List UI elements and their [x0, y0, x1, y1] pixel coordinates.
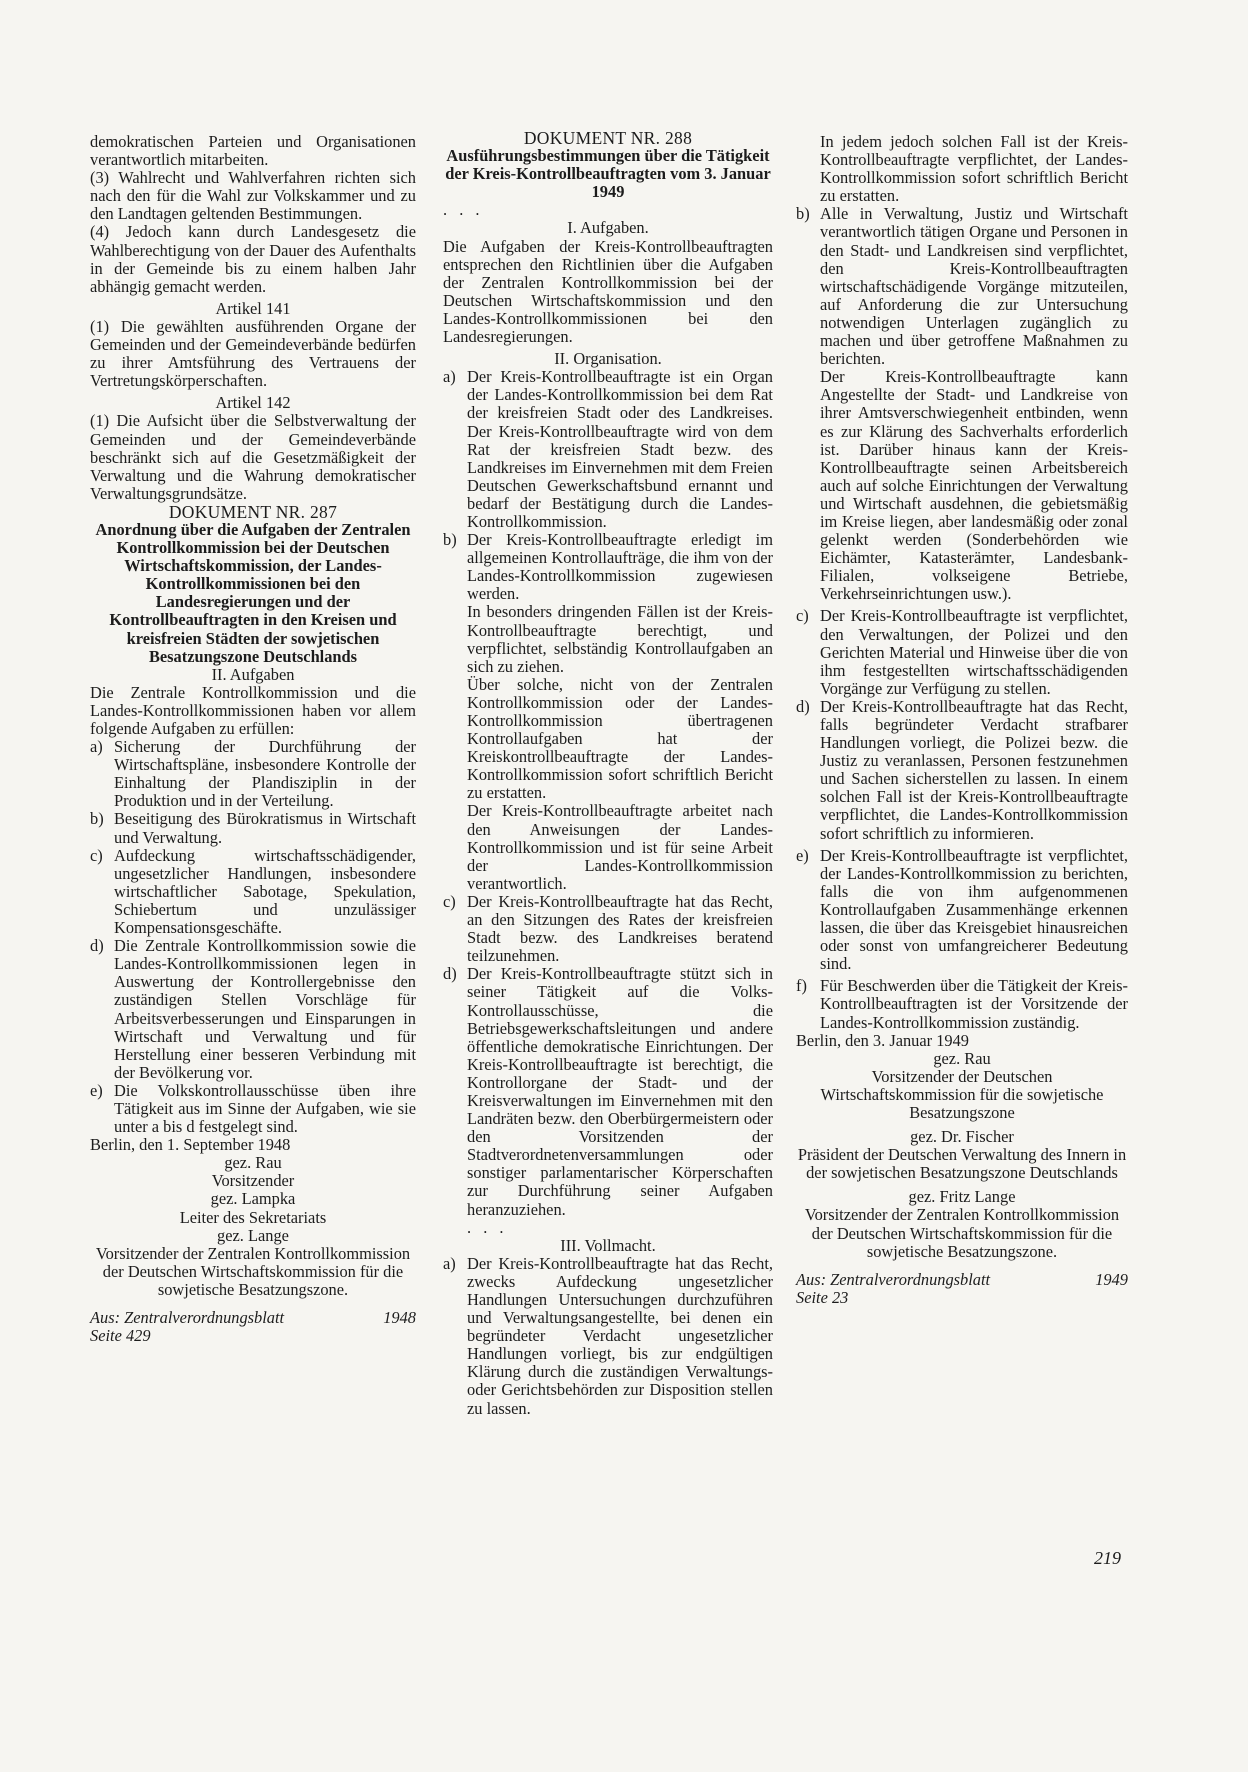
signature: gez. Lange	[217, 1225, 289, 1245]
item-text: Sicherung der Durchführung der Wirtschaftspläne, insbesondere Kontrolle der Einhaltung der Plandisziplin in der Produktion und in der Verteilung.	[114, 737, 416, 811]
document-title-287: Anordnung über die Aufgaben der Zentralen Kontrollkommission bei der Deutschen Wirtschaftskommission, der Landes-Kontrollkommissionen bei den Landesregierungen und der Kontrollbeauftragten in den Kreisen und kreisfreien Städten der sowjetischen Besatzungszone Deutschlands	[95, 519, 411, 666]
item-label: c)	[90, 845, 103, 865]
section-heading: II. Aufgaben	[211, 664, 295, 684]
item-text: Der Kreis-Kontrollbeauftragte ist verpflichtet, den Verwaltungen, der Polizei und den Gerichten Material und Hinweise über die von ihm festgestellten wirtschaftsschädigenden Vorgänge zur Verfügung zu stellen.	[820, 606, 1128, 698]
source-page: Seite 23	[796, 1287, 849, 1307]
item-text: Der Kreis-Kontrollbeauftragte hat das Recht, zwecks Aufdeckung ungesetzlicher Handlungen Untersuchungen durchzuführen und Verwaltungsangestellte, bei denen ein begründeter Verdacht ungesetzlicher Handlungen vorliegt, bis zur endgültigen Klärung durch die zuständigen Verwaltungs- oder Gerichtsbehörden zur Disposition stellen zu lassen.	[467, 1253, 773, 1418]
item-text: Die Zentrale Kontrollkommission sowie die Landes-Kontrollkommissionen legen in Auswertung der Kontrollergebnisse den zuständigen Stellen Vorschläge für Arbeitsverbesserungen und Einsparungen in Wirtschaft und Verwaltung und für Herstellung einer besseren Verbindung mit der Bevölkerung vor.	[114, 936, 416, 1082]
item-text: Der Kreis-Kontrollbeauftragte hat das Recht, an den Sitzungen des Rates der kreisfreien Stadt bezw. des Landkreises beratend teilzunehmen.	[467, 891, 773, 966]
paragraph: demokratischen Parteien und Organisationen verantwortlich mitarbeiten.	[90, 132, 416, 170]
item-text: Über solche, nicht von der Zentralen Kontrollkommission oder der Landes-Kontrollkommission übertragenen Kontrollaufgaben hat der Kreiskontrollbeauftragte der Landes-Kontrollkommission sofort schriftlich Bericht zu erstatten.	[467, 674, 773, 803]
item-text: Der Kreis-Kontrollbeauftragte ist verpflichtet, der Landes-Kontrollkommission zu berichten, falls die von ihm aufgenommenen Kontrollaufgaben Zusammenhänge erkennen lassen, die über das Kreisgebiet hinausreichen oder sonst von umfangreicherer Bedeutung sind.	[820, 845, 1128, 974]
signature-role: Vorsitzender der Zentralen Kontrollkommission der Deutschen Wirtschaftskommission für die sowjetische Besatzungszone.	[804, 1205, 1120, 1261]
document-heading-288: DOKUMENT NR. 288	[523, 128, 693, 148]
source-line	[90, 1309, 416, 1327]
source-page: Seite 429	[90, 1326, 151, 1346]
paragraph: (3) Wahlrecht und Wahlverfahren richten sich nach den für die Wahl zur Volkskammer und zu den Landtagen geltenden Bestimmungen.	[90, 168, 416, 224]
list-item	[443, 893, 773, 965]
list-item	[796, 847, 1128, 974]
item-text: In besonders dringenden Fällen ist der Kreis-Kontrollbeauftragte berechtigt, und verpflichtet, selbständig Kontrollaufgaben an sich zu ziehen.	[467, 602, 773, 676]
source-line	[796, 1271, 1128, 1289]
place-date: Berlin, den 1. September 1948	[90, 1135, 291, 1155]
item-text: Der Kreis-Kontrollbeauftragte ist ein Organ der Landes-Kontrollkommission bei dem Rat der kreisfreien Stadt oder des Landkreises. Der Kreis-Kontrollbeauftragte wird von dem Rat der kreisfreien Stadt bezw. des Landkreises im Einvernehmen mit dem Freien Deutschen Gewerkschaftsbund ernannt und bedarf der Bestätigung durch die Landes-Kontrollkommission.	[467, 367, 773, 531]
source-label: Aus: Zentralverordnungsblatt	[796, 1269, 991, 1289]
item-label: a)	[90, 737, 103, 757]
item-text: Aufdeckung wirtschaftsschädigender, ungesetzlicher Handlungen, insbesondere wirtschaftlicher Sabotage, Spekulation, Schiebertum und unzulässiger Kompensationsgeschäfte.	[114, 845, 416, 938]
list-item	[443, 368, 773, 531]
signature-role: Vorsitzender	[211, 1171, 295, 1191]
list-item	[90, 937, 416, 1082]
item-text: In jedem jedoch solchen Fall ist der Kreis-Kontrollbeauftragte verpflichtet, der Landes-Kontrollkommission sofort schriftlich Bericht zu erstatten.	[820, 132, 1128, 206]
paragraph: (1) Die gewählten ausführenden Organe der Gemeinden und der Gemeindeverbände bedürfen zu ihrer Amtsführung des Vertrauens der Vertretungskörperschaften.	[90, 316, 416, 391]
list-item	[443, 1255, 773, 1418]
signature-role: Leiter des Sekretariats	[179, 1207, 327, 1227]
paragraph: Die Aufgaben der Kreis-Kontrollbeauftragten entsprechen den Richtlinien über die Aufgaben der Zentralen Kontrollkommission bei der Deutschen Wirtschaftskommission und den Landes-Kontrollkommissionen bei den Landesregierungen.	[443, 236, 773, 347]
item-label: b)	[90, 809, 104, 829]
document-heading-287: DOKUMENT NR. 287	[168, 501, 338, 522]
article-heading-141: Artikel 141	[215, 298, 291, 318]
section-heading: II. Organisation.	[554, 349, 662, 369]
paragraph: (4) Jedoch kann durch Landesgesetz die Wahlberechtigung von der Dauer des Aufenthalts in der Gemeinde bis zu einem halben Jahr abhängig gemacht werden.	[90, 222, 416, 296]
item-label: d)	[796, 696, 810, 716]
signature: gez. Lampka	[210, 1189, 296, 1209]
item-label: e)	[796, 845, 809, 865]
list-item	[90, 810, 416, 846]
item-text: Beseitigung des Bürokratismus in Wirtschaft und Verwaltung.	[114, 809, 416, 847]
item-label: b)	[443, 530, 457, 550]
section-heading: III. Vollmacht.	[560, 1235, 656, 1255]
column-middle	[443, 128, 773, 1418]
item-text: Die Volkskontrollausschüsse üben ihre Tätigkeit aus im Sinne der Aufgaben, wie sie unter a bis d festgelegt sind.	[114, 1080, 416, 1137]
signature: gez. Rau	[933, 1048, 991, 1068]
list-item-continuation	[443, 603, 773, 675]
page-number: 219	[1094, 1548, 1121, 1568]
signature-role: Vorsitzender der Zentralen Kontrollkommission der Deutschen Wirtschaftskommission für die sowjetische Besatzungszone.	[95, 1243, 411, 1299]
column-left	[90, 133, 416, 1345]
source-year: 1949	[1095, 1269, 1128, 1289]
item-text: Der Kreis-Kontrollbeauftragte erledigt im allgemeinen Kontrollaufträge, die ihm von der Landes-Kontrollkommission zugewiesen werden.	[467, 530, 773, 604]
list-item	[443, 531, 773, 603]
item-label: a)	[443, 367, 456, 387]
item-label: c)	[443, 891, 456, 911]
list-item	[796, 698, 1128, 843]
column-right	[796, 133, 1128, 1307]
list-item	[90, 1082, 416, 1136]
list-item	[796, 977, 1128, 1031]
item-text: Alle in Verwaltung, Justiz und Wirtschaft verantwortlich tätigen Organe und Personen in den Stadt- und Landkreisen sind verpflichtet, den Kreis-Kontrollbeauftragten wirtschaftschädigende Vorgänge mitzuteilen, auf Anforderung die zur Untersuchung notwendigen Unterlagen zugänglich zu machen und über getroffene Maßnahmen zu berichten.	[820, 204, 1128, 369]
item-text: Der Kreis-Kontrollbeauftragte arbeitet nach den Anweisungen der Landes-Kontrollkommission und ist für seine Arbeit der Landes-Kontrollkommission verantwortlich.	[467, 801, 773, 893]
item-label: d)	[443, 964, 457, 984]
list-item-continuation	[443, 802, 773, 892]
item-text: Der Kreis-Kontrollbeauftragte kann Angestellte der Stadt- und Landkreise von ihrer Amtsverschwiegenheit entbinden, wenn es zur Klärung des Sachverhalts erforderlich ist. Darüber hinaus kann der Kreis-Kontrollbeauftragte seinen Arbeitsbereich auch auf solche Einrichtungen der Verwaltung und Wirtschaft ausdehnen, die gebietsmäßig im Kreise liegen, aber landesmäßig oder zonal gelenkt werden (Sonderbehörden wie Eichämter, Katasterämter, Landesbank-Filialen, volkseigene Betriebe, Verkehrseinrichtungen usw.).	[820, 367, 1128, 604]
signature-role: Vorsitzender der Deutschen Wirtschaftskommission für die sowjetische Besatzungszone	[820, 1066, 1104, 1122]
section-heading: I. Aufgaben.	[567, 218, 649, 238]
item-label: b)	[796, 204, 810, 224]
place-date: Berlin, den 3. Januar 1949	[796, 1030, 969, 1050]
item-text: Der Kreis-Kontrollbeauftragte stützt sich in seiner Tätigkeit auf die Volks-Kontrollausschüsse, die Betriebsgewerkschaftsleitungen und andere öffentliche demokratische Einrichtungen. Der Kreis-Kontrollbeauftragte ist berechtigt, die Kontrollorgane der Stadt- und der Kreisverwaltungen im Einvernehmen mit den Landräten bezw. den Oberbürgermeistern oder den Vorsitzenden der Stadtverordnetenversammlungen oder sonstiger parlamentarischer Körperschaften zur Durchführung seiner Aufgaben heranzuziehen.	[467, 964, 773, 1219]
item-label: d)	[90, 936, 104, 956]
item-label: c)	[796, 606, 809, 626]
list-item	[796, 607, 1128, 697]
article-heading-142: Artikel 142	[215, 393, 291, 413]
signature: gez. Dr. Fischer	[910, 1127, 1014, 1147]
item-label: e)	[90, 1080, 103, 1100]
list-item-continuation	[796, 133, 1128, 205]
ellipsis: . . .	[467, 1217, 508, 1237]
signature: gez. Rau	[224, 1153, 282, 1173]
item-text: Für Beschwerden über die Tätigkeit der Kreis-Kontrollbeauftragten ist der Vorsitzende der Landes-Kontrollkommission zuständig.	[820, 976, 1128, 1032]
list-item	[443, 965, 773, 1218]
list-item-continuation	[796, 368, 1128, 603]
paragraph: (1) Die Aufsicht über die Selbstverwaltung der Gemeinden und der Gemeindeverbände beschränkt sich auf die Gesetzmäßigkeit der Verwaltung und die Wahrung demokratischer Verwaltungsgrundsätze.	[90, 411, 416, 503]
list-item	[90, 847, 416, 937]
list-item	[796, 205, 1128, 368]
signature: gez. Fritz Lange	[908, 1187, 1016, 1207]
ellipsis: . . .	[443, 200, 484, 220]
item-label: a)	[443, 1253, 456, 1273]
paragraph: Die Zentrale Kontrollkommission und die Landes-Kontrollkommissionen haben vor allem folgende Aufgaben zu erfüllen:	[90, 682, 416, 738]
document-title-288: Ausführungsbestimmungen über die Tätigkeit der Kreis-Kontrollbeauftragten vom 3. Januar 1949	[445, 146, 771, 202]
source-label: Aus: Zentralverordnungsblatt	[90, 1308, 285, 1327]
signature-role: Präsident der Deutschen Verwaltung des Innern in der sowjetischen Besatzungszone Deutschlands	[797, 1145, 1127, 1183]
list-item	[90, 738, 416, 810]
item-label: f)	[796, 976, 807, 996]
list-item-continuation	[443, 676, 773, 803]
item-text: Der Kreis-Kontrollbeauftragte hat das Recht, falls begründeter Verdacht strafbarer Handlungen vorliegt, die Polizei bezw. die Justiz zu veranlassen, Personen festzunehmen und Sachen sicherstellen zu lassen. In einem solchen Fall ist der Kreis-Kontrollbeauftragte verpflichtet, die Landes-Kontrollkommission sofort schriftlich zu informieren.	[820, 696, 1128, 843]
source-year: 1948	[383, 1308, 416, 1327]
